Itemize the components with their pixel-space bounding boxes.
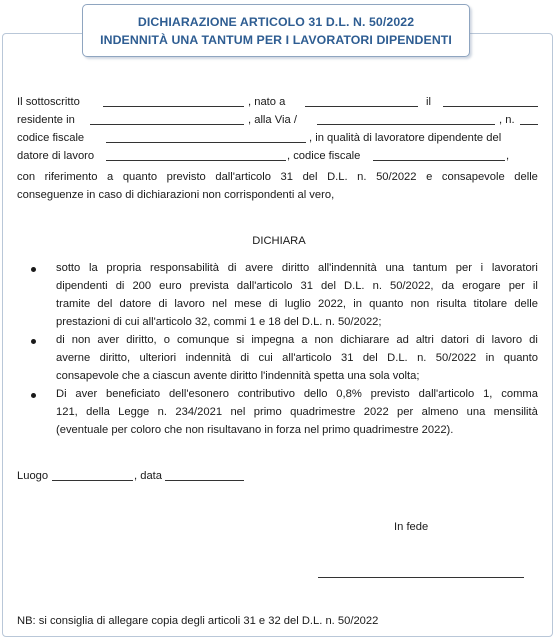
place-date-line bbox=[17, 468, 538, 485]
field-street[interactable] bbox=[317, 124, 495, 125]
bullet-dot-3 bbox=[31, 393, 36, 398]
bullet-2-line-3: consapevole che a ciascun avente diritto l'indennità spetta una sola volta; bbox=[56, 370, 420, 382]
bullet-3-line-3: (eventuale per coloro che non risultavano in forza nel primo quadrimestre 2022). bbox=[56, 424, 454, 436]
label-comma: , bbox=[506, 150, 510, 162]
bullet-dot-1 bbox=[31, 267, 36, 272]
label-qualita: , in qualità di lavoratore dipendente del bbox=[309, 132, 502, 144]
label-sottoscritto: Il sottoscritto bbox=[17, 96, 80, 108]
label-numero: , n. bbox=[499, 114, 515, 126]
field-birthplace[interactable] bbox=[305, 106, 418, 107]
signature-line[interactable] bbox=[318, 577, 524, 578]
footnote: NB: si consiglia di allegare copia degli articoli 31 e 32 del D.L. n. 50/2022 bbox=[17, 615, 379, 627]
label-datore: datore di lavoro bbox=[17, 150, 95, 162]
field-name[interactable] bbox=[103, 106, 244, 107]
label-codice-fiscale: codice fiscale bbox=[17, 132, 85, 144]
label-via: , alla Via / bbox=[248, 114, 297, 126]
field-tax-code[interactable] bbox=[106, 142, 306, 143]
intro-line-2: conseguenze in caso di dichiarazioni non corrispondenti al vero, bbox=[17, 189, 335, 201]
label-residente: residente in bbox=[17, 114, 75, 126]
dichiara-heading: DICHIARA bbox=[252, 235, 306, 247]
bullet-3-line-2: 121, della Legge n. 234/2021 nel primo quadrimestre 2022 per almeno una mensilità bbox=[56, 406, 538, 418]
bullet-1-line-4: prestazioni di cui all'articolo 32, commi 1 e 18 del D.L. n. 50/2022; bbox=[56, 316, 382, 328]
form-line-1 bbox=[17, 94, 538, 111]
field-residence[interactable] bbox=[90, 124, 244, 125]
label-codice-fiscale-datore: , codice fiscale bbox=[287, 150, 361, 162]
bullet-2-line-1: di non aver diritto, o comunque si impegna a non dichiarare ad altri datori di lavoro di bbox=[56, 334, 538, 346]
field-street-number[interactable] bbox=[520, 124, 538, 125]
in-fede-label: In fede bbox=[394, 521, 429, 533]
title-line-1: DICHIARAZIONE ARTICOLO 31 D.L. N. 50/2022 bbox=[137, 14, 415, 29]
intro-text-1: con riferimento a quanto previsto dall'articolo 31 del D.L. n. 50/2022 e consapevole delle bbox=[17, 171, 538, 183]
bullet-dot-2 bbox=[31, 339, 36, 344]
field-birthdate[interactable] bbox=[443, 106, 538, 107]
field-employer-tax-code[interactable] bbox=[373, 160, 505, 161]
form-line-2 bbox=[17, 112, 538, 129]
form-line-3 bbox=[17, 130, 538, 147]
title-box bbox=[82, 4, 470, 57]
form-line-4 bbox=[17, 148, 538, 165]
field-employer[interactable] bbox=[106, 160, 286, 161]
bullet-2-line-2: averne diritto, ulteriori indennità di cui all'articolo 31 del D.L. n. 50/2022 in quanto bbox=[56, 352, 538, 364]
title-line-2: INDENNITÀ UNA TANTUM PER I LAVORATORI DIPENDENTI bbox=[100, 32, 452, 47]
bullet-3-line-1: Di aver beneficiato dell'esonero contributivo dello 0,8% previsto dall'articolo 1, comma bbox=[56, 388, 538, 400]
field-date[interactable] bbox=[165, 480, 244, 481]
intro-line-1 bbox=[17, 169, 538, 186]
label-il: il bbox=[426, 96, 431, 108]
field-place[interactable] bbox=[52, 480, 133, 481]
bullet-1-line-2: dipendenti di 200 euro prevista dall'articolo 31 del D.L. n. 50/2022, da erogare per il bbox=[56, 280, 538, 292]
bullet-1-line-1: sotto la propria responsabilità di avere diritto all'indennità una tantum per i lavoratori bbox=[56, 262, 538, 274]
label-nato-a: , nato a bbox=[248, 96, 286, 108]
label-data: , data bbox=[134, 470, 162, 482]
label-luogo: Luogo bbox=[17, 470, 49, 482]
bullet-1-line-3: tramite del datore di lavoro nel mese di luglio 2022, in quanto non risulta titolare delle bbox=[56, 298, 538, 310]
